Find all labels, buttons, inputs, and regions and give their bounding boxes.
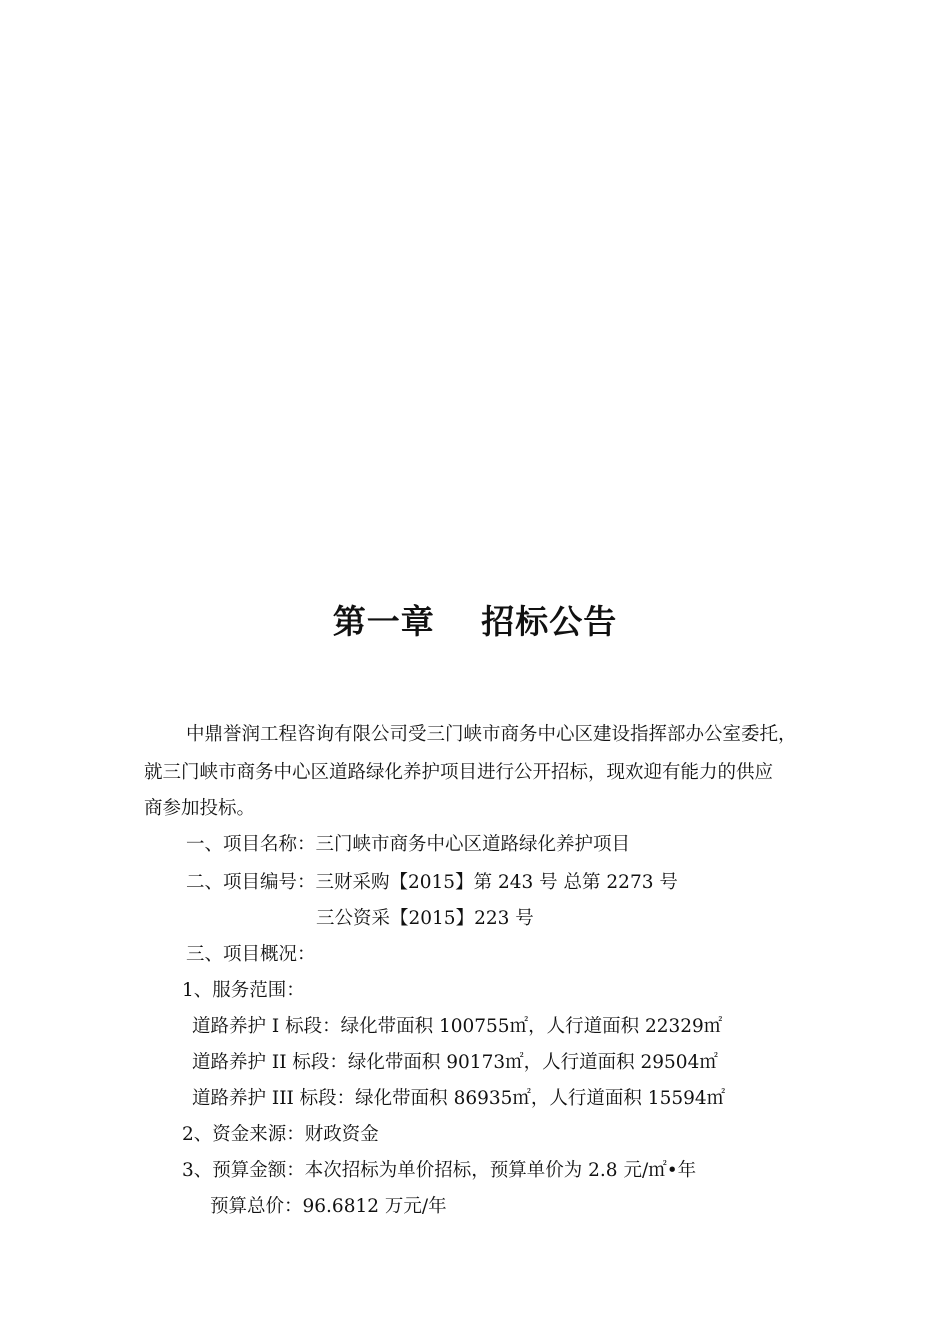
service-section-1: 道路养护 I 标段：绿化带面积 100755㎡，人行道面积 22329㎡ — [192, 1016, 723, 1037]
budget-line-2: 预算总价：96.6812 万元/年 — [210, 1196, 447, 1217]
service-section-2: 道路养护 II 标段：绿化带面积 90173㎡，人行道面积 29504㎡ — [192, 1052, 718, 1073]
intro-line-3: 商参加投标。 — [144, 798, 256, 819]
fund-source: 2、资金来源：财政资金 — [182, 1124, 379, 1145]
overview-heading: 三、项目概况： — [186, 944, 316, 965]
service-scope-heading: 1、服务范围： — [182, 980, 305, 1001]
project-number-line-1: 二、项目编号：三财采购【2015】第 243 号 总第 2273 号 — [186, 872, 678, 893]
intro-line-1: 中鼎誉润工程咨询有限公司受三门峡市商务中心区建设指挥部办公室委托， — [186, 724, 797, 745]
project-name: 一、项目名称：三门峡市商务中心区道路绿化养护项目 — [186, 834, 631, 855]
chapter-title: 第一章 招标公告 — [332, 602, 618, 641]
project-number-line-2: 三公资采【2015】223 号 — [316, 908, 534, 929]
intro-line-2: 就三门峡市商务中心区道路绿化养护项目进行公开招标，现欢迎有能力的供应 — [144, 762, 774, 783]
service-section-3: 道路养护 III 标段：绿化带面积 86935㎡，人行道面积 15594㎡ — [192, 1088, 726, 1109]
budget-line-1: 3、预算金额：本次招标为单价招标，预算单价为 2.8 元/㎡•年 — [182, 1160, 697, 1181]
